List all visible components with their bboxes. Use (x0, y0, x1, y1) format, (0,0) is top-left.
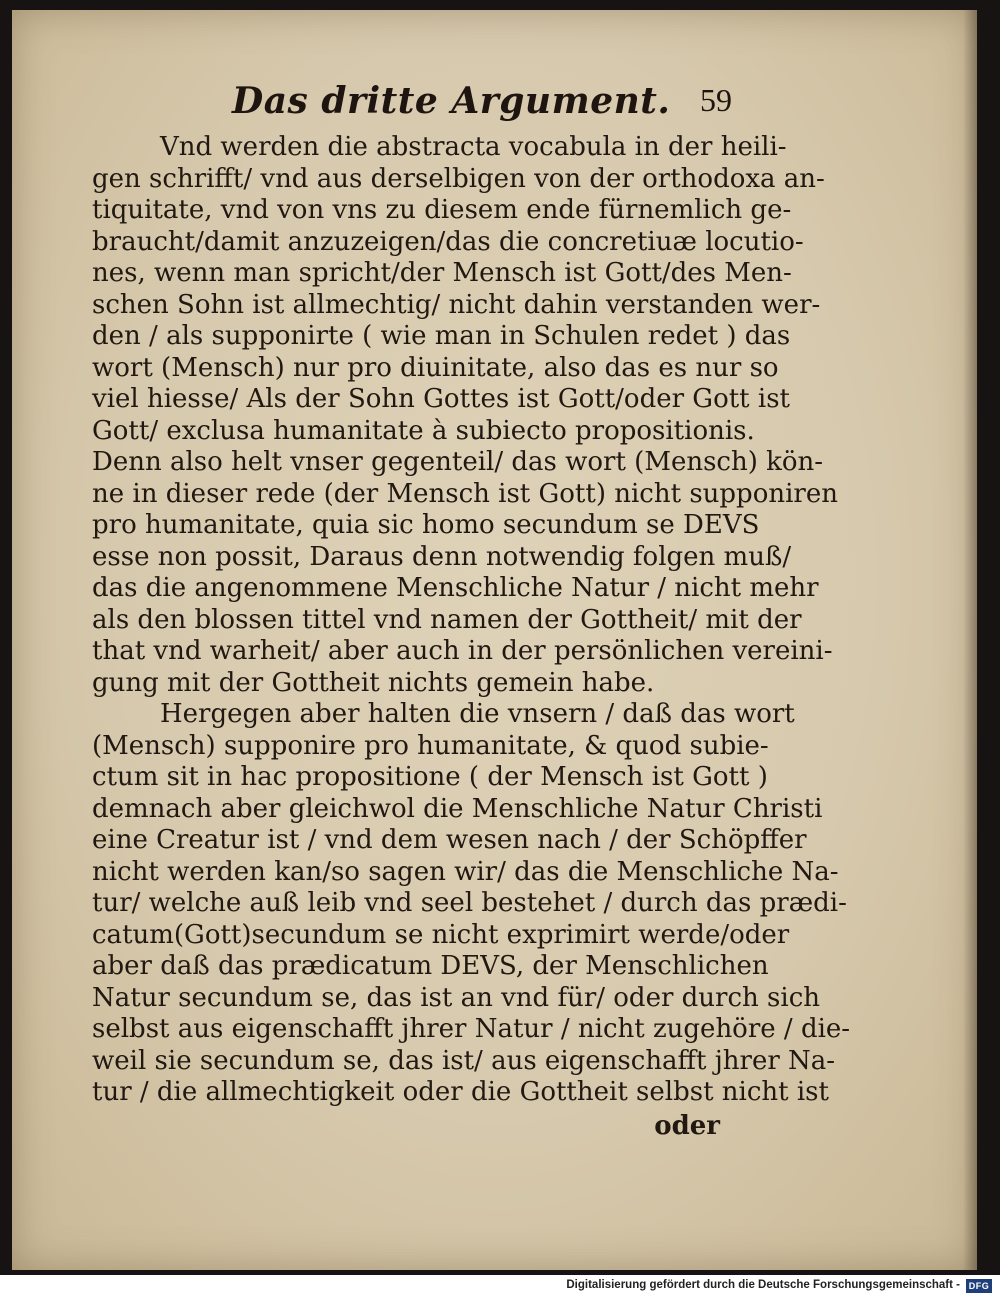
text-line: Vnd werden die abstracta vocabula in der heili- (160, 132, 787, 162)
text-line: that vnd warheit/ aber auch in der persönlichen vereini- (92, 636, 833, 666)
text-line: aber daß das prædicatum DEVS, der Menschlichen (92, 951, 769, 981)
text-line: nicht werden kan/so sagen wir/ das die Menschliche Na- (92, 856, 839, 887)
running-head-title: Das dritte Argument. (232, 80, 671, 122)
page-edge-shadow (963, 10, 977, 1270)
paragraph-2 (92, 699, 851, 1109)
text-block (92, 80, 851, 1141)
digitization-footer (0, 1275, 1000, 1298)
text-line: Denn also helt vnser gegenteil/ das wort (Mensch) kön- (92, 447, 824, 477)
text-line: (Mensch) supponire pro humanitate, & quod subie- (92, 730, 769, 761)
text-line: Gott/ exclusa humanitate à subiecto propositionis. (92, 415, 755, 446)
text-line: ne in dieser rede (der Mensch ist Gott) nicht supponiren (92, 478, 838, 509)
funding-credit: Digitalisierung gefördert durch die Deutsche Forschungsgemeinschaft - (566, 1279, 960, 1291)
dfg-logo-icon: DFG (966, 1279, 992, 1293)
text-line: demnach aber gleichwol die Menschliche Natur Christi (92, 793, 823, 824)
text-line: tur/ welche auß leib vnd seel bestehet / durch das prædi- (92, 888, 847, 918)
text-line: nes, wenn man spricht/der Mensch ist Gott/des Men- (92, 258, 792, 288)
text-line: Hergegen aber halten die vnsern / daß das wort (160, 699, 795, 729)
text-line: gen schrifft/ vnd aus derselbigen von der orthodoxa an- (92, 163, 825, 194)
text-line: esse non possit, Daraus denn notwendig folgen muß/ (92, 541, 792, 572)
text-line: schen Sohn ist allmechtig/ nicht dahin verstanden wer- (92, 289, 821, 320)
catchword: oder (654, 1110, 720, 1141)
text-line: das die angenommene Menschliche Natur / nicht mehr (92, 573, 819, 603)
text-line: wort (Mensch) nur pro diuinitate, also das es nur so (92, 352, 779, 383)
text-line: selbst aus eigenschafft jhrer Natur / nicht zugehöre / die- (92, 1014, 851, 1044)
page-number: 59 (700, 82, 732, 118)
text-line: als den blossen tittel vnd namen der Gottheit/ mit der (92, 604, 802, 635)
paragraph-1 (92, 132, 838, 699)
text-line: den / als supponirte ( wie man in Schulen redet ) das (92, 321, 791, 351)
running-head (92, 80, 732, 132)
text-line: tiquitate, vnd von vns zu diesem ende fürnemlich ge- (92, 195, 792, 225)
catchword-row (92, 1109, 732, 1141)
text-line: Natur secundum se, das ist an vnd für/ oder durch sich (92, 982, 821, 1013)
text-line: pro humanitate, quia sic homo secundum se DEVS (92, 510, 760, 540)
text-line: weil sie secundum se, das ist/ aus eigenschafft jhrer Na- (92, 1045, 836, 1076)
text-line: gung mit der Gottheit nichts gemein habe. (92, 667, 655, 698)
text-line: eine Creatur ist / vnd dem wesen nach / der Schöpffer (92, 825, 807, 855)
text-line: viel hiesse/ Als der Sohn Gottes ist Gott/oder Gott ist (92, 384, 790, 414)
text-line: ctum sit in hac propositione ( der Mensch ist Gott ) (92, 762, 768, 792)
text-line: catum(Gott)secundum se nicht exprimirt werde/oder (92, 919, 790, 950)
text-line: tur / die allmechtigkeit oder die Gottheit selbst nicht ist (92, 1077, 829, 1107)
book-page (12, 10, 977, 1270)
text-line: braucht/damit anzuzeigen/das die concretiuæ locutio- (92, 226, 804, 257)
